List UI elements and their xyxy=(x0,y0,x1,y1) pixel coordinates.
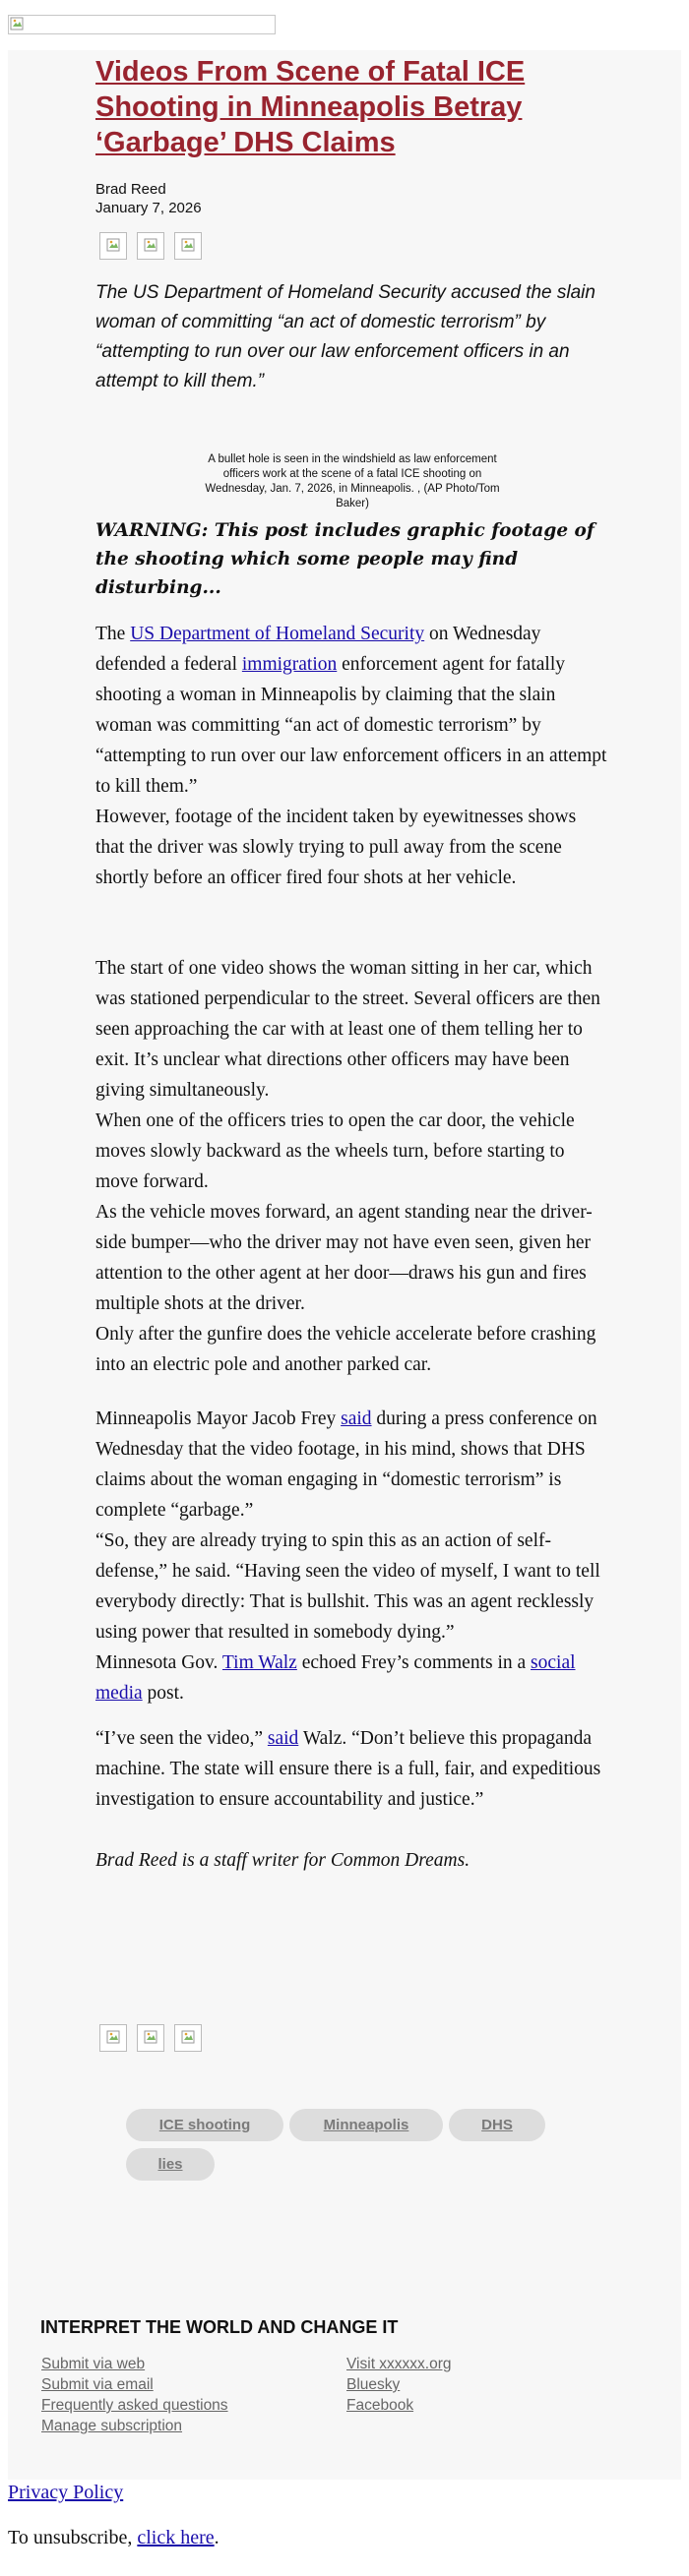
paragraph-text: post. xyxy=(142,1683,184,1704)
article-lede: The US Department of Homeland Security accused the slain woman of committing “an act of domestic terrorism” by “attempting to run over our law enforcement officers in an attempt to kill them.” xyxy=(95,282,595,391)
paragraph-5: As the vehicle moves forward, an agent standing near the driver-side bumper—who the driver may not have even seen, given her attention to the other agent at her door—draws his gun and fires multiple shots at the driver. xyxy=(95,1202,593,1314)
footer-link-manage-subscription[interactable]: Manage subscription xyxy=(41,2418,183,2434)
paragraph-2: However, footage of the incident taken by eyewitnesses shows that the driver was slowly trying to pull away from the scene shortly before an officer fired four shots at her vehicle. xyxy=(95,807,577,888)
tim-walz-link[interactable]: Tim Walz xyxy=(221,1652,297,1673)
footer-link-submit-email[interactable]: Submit via email xyxy=(41,2376,154,2393)
broken-image-icon xyxy=(10,17,24,30)
frey-said-link[interactable]: said xyxy=(341,1408,372,1429)
paragraph-text: echoed Frey’s comments in a xyxy=(296,1652,532,1673)
paragraph-4: When one of the officers tries to open the car door, the vehicle moves slowly backward as the wheels turn, before starting to move forward. xyxy=(95,1110,575,1192)
share-icon-1[interactable] xyxy=(99,232,127,260)
unsubscribe-line xyxy=(8,2524,219,2551)
paragraph-10 xyxy=(95,1723,607,1815)
share-icons-bottom xyxy=(99,2024,202,2052)
footer-heading: INTERPRET THE WORLD AND CHANGE IT xyxy=(40,2317,399,2337)
header-banner-image xyxy=(8,15,276,34)
unsubscribe-text: . xyxy=(214,2527,219,2548)
unsubscribe-link[interactable]: click here xyxy=(137,2527,215,2548)
social-media-link[interactable]: social media xyxy=(95,1652,576,1704)
article-title-link[interactable]: Videos From Scene of Fatal ICE Shooting in Minneapolis Betray ‘Garbage’ DHS Claims xyxy=(95,56,526,158)
article-author: Brad Reed xyxy=(95,181,166,198)
immigration-link[interactable]: immigration xyxy=(241,654,338,675)
share-icon-3[interactable] xyxy=(174,2024,202,2052)
paragraph-8: “So, they are already trying to spin this as an action of self-defense,” he said. “Having seen the video of myself, I want to tell everybody directly: That is bullshit. This was an agent recklessly using power that resulted in somebody dying.” xyxy=(95,1530,600,1643)
paragraph-text: Walz. “Don’t believe this propaganda machine. The state will ensure there is a full, fair, and expeditious investigation to ensure accountability and justice.” xyxy=(95,1728,601,1810)
share-icons-top xyxy=(99,232,202,260)
paragraph-3: The start of one video shows the woman sitting in her car, which was stationed perpendicular to the street. Several officers are then seen approaching the car with at least one of them telling her to exit. It’s unclear what directions other officers may have been giving simultaneously. xyxy=(95,958,600,1101)
paragraph-1 xyxy=(95,619,607,802)
paragraph-text: Minnesota Gov. xyxy=(95,1652,222,1673)
unsubscribe-text: To unsubscribe, xyxy=(8,2527,138,2548)
share-icon-2[interactable] xyxy=(137,2024,164,2052)
graphic-content-warning: WARNING: This post includes graphic footage of the shooting which some people may find disturbing... xyxy=(95,520,595,598)
dhs-link[interactable]: US Department of Homeland Security xyxy=(130,624,425,644)
footer-link-faq[interactable]: Frequently asked questions xyxy=(41,2397,228,2414)
paragraph-text: Minneapolis Mayor Jacob Frey xyxy=(95,1408,342,1429)
tag-lies[interactable]: lies xyxy=(126,2148,215,2181)
share-icon-2[interactable] xyxy=(137,232,164,260)
article-date: January 7, 2026 xyxy=(95,200,202,216)
author-bio: Brad Reed is a staff writer for Common Dreams. xyxy=(95,1850,470,1871)
paragraph-7 xyxy=(95,1404,607,1526)
share-icon-3[interactable] xyxy=(174,232,202,260)
tag-minneapolis[interactable]: Minneapolis xyxy=(289,2109,443,2141)
paragraph-9 xyxy=(95,1647,607,1708)
paragraph-text: during a press conference on Wednesday that the video footage, in his mind, shows that DHS claims about the woman engaging in “domestic terrorism” is complete “garbage.” xyxy=(95,1408,597,1521)
paragraph-text: enforcement agent for fatally shooting a woman in Minneapolis by claiming that the slain woman was committing “an act of domestic terrorism” by “attempting to run over our law enforcement officers in an attempt to kill them.” xyxy=(95,654,607,797)
footer-link-submit-web[interactable]: Submit via web xyxy=(41,2356,146,2372)
email-content-panel xyxy=(8,50,681,2480)
paragraph-6: Only after the gunfire does the vehicle accelerate before crashing into an electric pole and another parked car. xyxy=(95,1324,596,1375)
footer-link-facebook[interactable]: Facebook xyxy=(346,2397,414,2414)
paragraph-text: The xyxy=(95,624,131,644)
footer-link-website[interactable]: Visit xxxxxx.org xyxy=(346,2356,452,2372)
paragraph-text: on Wednesday defended a federal xyxy=(95,624,541,675)
tag-dhs[interactable]: DHS xyxy=(449,2109,545,2141)
walz-said-link[interactable]: said xyxy=(267,1728,299,1749)
share-icon-1[interactable] xyxy=(99,2024,127,2052)
photo-caption: A bullet hole is seen in the windshield as law enforcement officers work at the scene of a fatal ICE shooting on Wednesday, Jan. 7, 2026, in Minneapolis. , (AP Photo/Tom Baker) xyxy=(205,453,500,509)
privacy-policy-link[interactable]: Privacy Policy xyxy=(8,2482,124,2503)
tag-ice-shooting[interactable]: ICE shooting xyxy=(126,2109,283,2141)
paragraph-text: “I’ve seen the video,” xyxy=(95,1728,268,1749)
footer-link-bluesky[interactable]: Bluesky xyxy=(346,2376,401,2393)
